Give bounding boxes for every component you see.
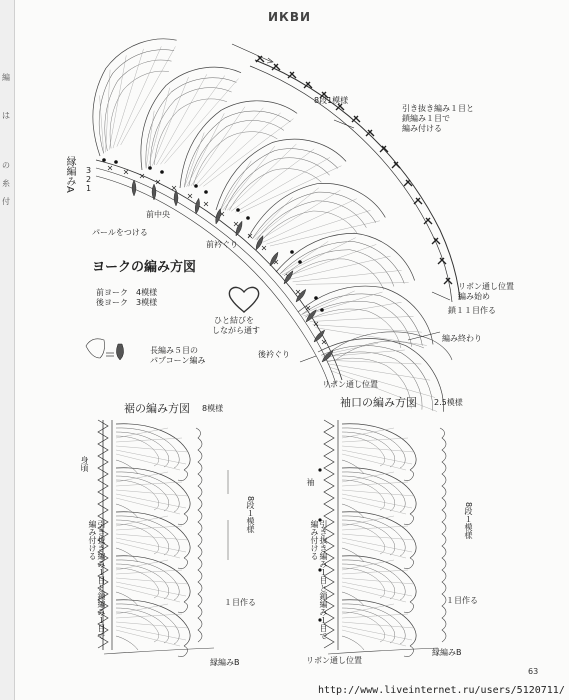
knot-label-1: ひと結びを xyxy=(214,316,254,325)
skirt-make-one-label: １目作る xyxy=(224,598,256,607)
end-label: 編み終わり xyxy=(442,334,482,343)
sleeve-slip-join-label: 引き抜き編み１目と鎖編み１目で編み付ける xyxy=(310,520,328,640)
front-neck-label: 前衿ぐり xyxy=(206,240,238,249)
row-number-3: 3 xyxy=(86,166,92,175)
yoke-row-repeat-label: 8段1模様 xyxy=(314,96,349,105)
skirt-count: 8模様 xyxy=(202,404,224,413)
sleeve-make-one-label: １目作る xyxy=(446,596,478,605)
gutter-mark: 編 xyxy=(2,73,10,82)
slip-join-label-2: 鎖編み１目で xyxy=(402,114,450,123)
page-number: 63 xyxy=(528,667,539,676)
yoke-arrows xyxy=(232,44,450,362)
sleeve-chart xyxy=(318,420,446,657)
front-center-label: 前中央 xyxy=(146,210,170,219)
skirt-body-label: 身頃 xyxy=(80,456,89,472)
gutter-mark: の xyxy=(2,161,10,170)
back-neck-label: 後衿ぐり xyxy=(258,350,290,359)
skirt-title: 裾の編み方図 xyxy=(124,402,190,415)
puff-legend-icon xyxy=(86,339,124,360)
start-label: 編み始め xyxy=(458,292,490,301)
yoke-title: ヨークの編み方図 xyxy=(92,260,197,275)
back-yoke-count: 後ヨーク 3模様 xyxy=(96,298,158,307)
sleeve-label: 袖 xyxy=(306,478,315,486)
knot-icon xyxy=(229,287,258,312)
puff-legend-label-2: パプコーン編み xyxy=(150,356,206,365)
row-number-1: 1 xyxy=(86,184,92,193)
ribbon-position-label: リボン通し位置 xyxy=(458,282,514,291)
skirt-chart xyxy=(98,420,228,657)
gutter-mark: は xyxy=(2,111,10,120)
sleeve-row-repeat-label: 8段１模様 xyxy=(464,502,473,540)
page-header: ИКВИ xyxy=(268,10,312,24)
gutter-mark: 糸 xyxy=(2,179,10,188)
sleeve-edging-label: 縁編みB xyxy=(432,648,462,657)
slip-join-label-3: 編み付ける xyxy=(402,124,442,133)
knot-label-2: しながら通す xyxy=(212,326,260,335)
gutter-mark: 付 xyxy=(2,197,10,206)
yoke-fan-chart xyxy=(82,36,447,440)
sleeve-title: 袖口の編み方図 xyxy=(340,396,417,409)
sleeve-count: 2.5模様 xyxy=(434,398,463,407)
front-yoke-count: 前ヨーク 4模様 xyxy=(96,288,158,297)
skirt-slip-join-label: 引き抜き編み１目と鎖編み１目で編み付ける xyxy=(88,520,106,640)
skirt-edging-label: 縁編みB xyxy=(210,658,240,667)
edging-a-label: 縁編みA xyxy=(64,156,75,193)
yoke-outer-border xyxy=(255,60,460,300)
skirt-row-repeat-label: 8段１模様 xyxy=(246,496,255,534)
footer-url[interactable]: http://www.liveinternet.ru/users/5120711/ xyxy=(318,685,565,696)
chain-make-label: 鎖１１目作る xyxy=(448,306,496,315)
ribbon-position-bottom-label: リボン通し位置 xyxy=(322,380,378,389)
pearl-label: パールをつける xyxy=(92,228,148,237)
sleeve-ribbon-position-label: リボン通し位置 xyxy=(306,656,362,665)
row-number-2: 2 xyxy=(86,175,92,184)
puff-legend-label-1: 長編み５目の xyxy=(150,346,198,355)
slip-join-label-1: 引き抜き編み１目と xyxy=(402,104,474,113)
